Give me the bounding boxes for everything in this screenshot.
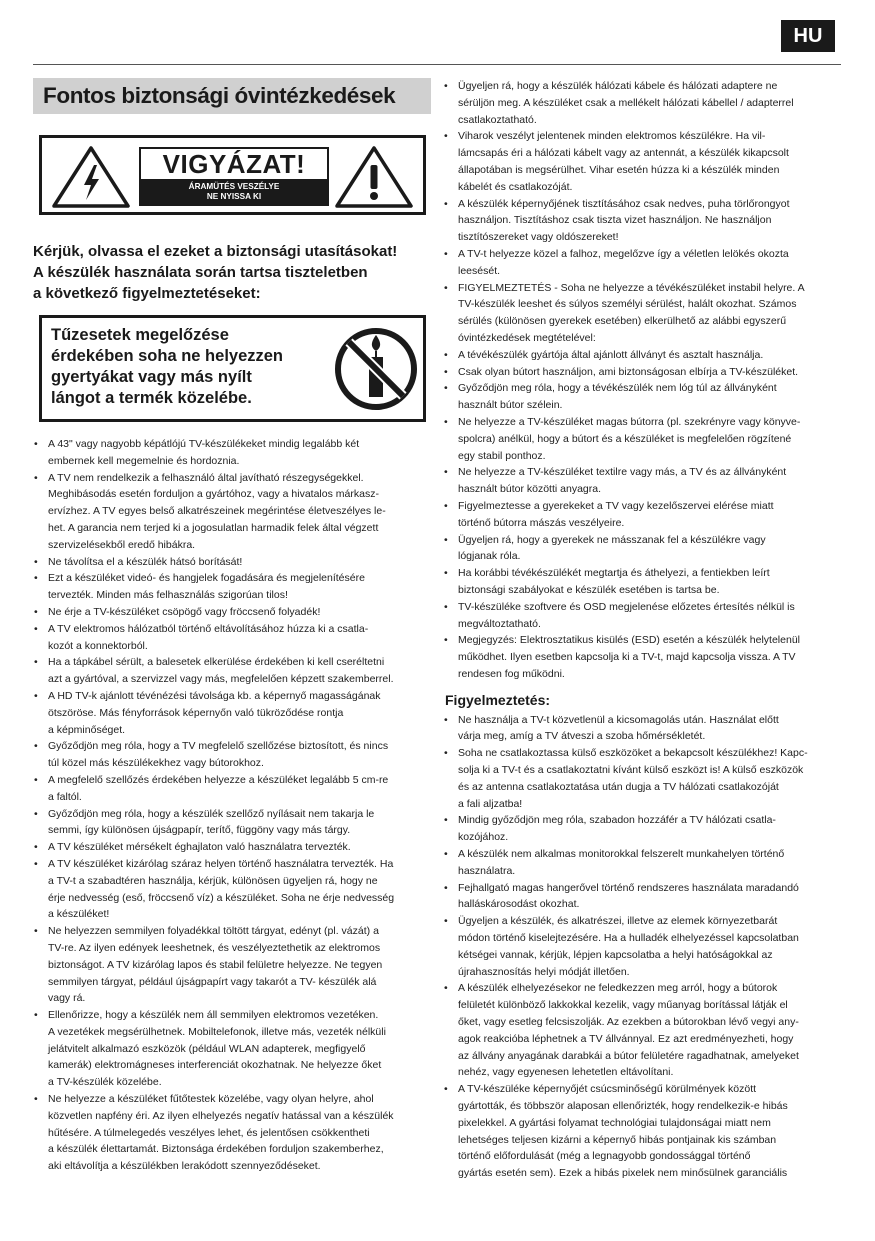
list-item-line: működhet. Ilyen esetben kapcsolja ki a TV-t, majd kapcsolja vissza. A TV	[458, 651, 796, 664]
list-item-line: • A TV nem rendelkezik a felhasználó által javítható részegységekkel.	[48, 471, 364, 484]
caution-title: VIGYÁZAT!	[162, 149, 306, 179]
caution-do-not-open-text: NE NYISSA KI	[206, 192, 262, 201]
list-item-line: a készüléket!	[48, 908, 110, 921]
list-item-line: kétségei vannak, kérjük, lépjen kapcsolatba a helyi hatóságokkal az	[458, 948, 773, 961]
list-item-line: sérüljön meg. A készüléket csak a mellékelt hálózati kábellel / adapterrel	[458, 96, 794, 109]
list-item	[33, 772, 431, 806]
list-item-line: • Győződjön meg róla, hogy a TV megfelelő szellőzése biztosított, és nincs	[48, 740, 389, 753]
list-item-line: het. A garancia nem terjed ki a jogosulatlan harmadik felek által végzett	[48, 521, 379, 534]
list-item	[33, 856, 431, 923]
list-item-line: túl közel más készülékekhez vagy bútorokhoz.	[48, 757, 264, 770]
list-item-line: • TV-készüléke szoftvere és OSD megjelenése előzetes értesítés nélkül is	[458, 600, 795, 613]
list-item	[33, 654, 431, 688]
list-item-line: érje nedvesség (eső, fröccsenő víz) a készüléket. Soha ne érje nedvesség	[48, 891, 395, 904]
list-item-line: • A 43" vagy nagyobb képátlójú TV-készülékeket mindig legalább két	[48, 438, 360, 450]
electric-shock-warning-icon	[51, 145, 131, 209]
list-item	[33, 806, 431, 840]
page-title: Fontos biztonsági óvintézkedések	[33, 78, 431, 114]
list-item-line: Meghibásodás esetén forduljon a gyártóhoz, vagy a hivatalos márkasz-	[48, 488, 379, 501]
list-item-line: kábelét és csatlakozóját.	[458, 180, 573, 193]
list-item-line: spolcra) anélkül, hogy a bútort és a készüléket is megfelelően rögzítené	[458, 432, 792, 445]
list-item-line: • Győződjön meg róla, hogy a készülék szellőző nyílásait nem takarja le	[48, 807, 375, 820]
list-item-line: • Győződjön meg róla, hogy a tévékészülék nem lóg túl az állványként	[458, 382, 777, 395]
list-item	[33, 621, 431, 655]
list-item	[443, 364, 843, 381]
list-item-line: • Ne érje a TV-készüléket csöpögő vagy fröccsenő folyadék!	[48, 605, 321, 618]
list-item-line: csatlakoztatható.	[458, 113, 537, 126]
list-item	[443, 980, 843, 1081]
list-item-line: ötszöröse. Más fényforrások képernyőn való tükröződése rontja	[48, 706, 344, 719]
caution-shock-text: ÁRAMÜTÉS VESZÉLYE	[188, 182, 280, 191]
list-item-line: • Ellenőrizze, hogy a készülék nem áll semmilyen elektromos vezetéken.	[48, 1009, 379, 1022]
list-item-line: és az antenna csatlakoztatása után dugja a TV hálózati csatlakozóját	[458, 780, 779, 793]
list-item-line: kozót a konnektorból.	[48, 639, 148, 652]
intro-text	[33, 241, 431, 304]
list-item-line: TV-re. Az ilyen edények leeshetnek, és veszélyeztethetik az elektromos	[48, 941, 381, 954]
list-item-line: óvintézkedések megtételével:	[458, 331, 596, 344]
list-item	[443, 196, 843, 246]
list-item-line: a TV-t a szabadtéren használja, kérjük, különösen ügyeljen rá, hogy ne	[48, 874, 378, 887]
list-item-line: újrahasznosítás helyi módját illetően.	[458, 965, 630, 978]
list-item-line: lehetséges teljesen kizárni a képernyő hibás pontjainak kis számban	[458, 1133, 777, 1146]
list-item-line: az állvány anyagának darabkái a bútor felületére ragadhatnak, amelyeket	[458, 1049, 799, 1062]
fire-line: gyertyákat vagy más nyílt	[51, 368, 252, 386]
list-item-line: módon történő kiselejtezésére. Ha a hulladék elhelyezéssel kapcsolatban	[458, 932, 799, 945]
list-item-line: a készülék élettartamát. Biztonsága érdekében forduljon szakemberhez,	[48, 1143, 384, 1156]
list-item-line: TV-készülék leeshet és súlyos személyi sérülést, halált okozhat. Számos	[458, 298, 797, 311]
list-item-line: lógjanak róla.	[458, 550, 521, 563]
no-candles-icon	[332, 325, 420, 413]
list-item-line: lámcsapás éri a hálózati kábelt vagy az antennát, a készülék kikapcsolt	[458, 147, 789, 160]
list-item-line: történő előfordulását (még a legnagyobb gondossággal történő	[458, 1150, 751, 1163]
list-item-line: • Ügyeljen rá, hogy a gyerekek ne másszanak fel a készülékre vagy	[458, 533, 766, 546]
list-item-line: várja meg, amíg a TV átveszi a szoba hőmérsékletét.	[458, 730, 706, 743]
list-item	[33, 436, 431, 470]
list-item-line: • Ha korábbi tévékészülékét megtartja és áthelyezi, a fentiekben leírt	[458, 567, 770, 580]
list-item	[443, 812, 843, 846]
list-item-line: használjon. Tisztításhoz csak tiszta vizet használjon. Ne használjon	[458, 214, 772, 227]
intro-line: Kérjük, olvassa el ezeket a biztonsági utasításokat!	[33, 243, 398, 260]
fire-warning-box	[39, 315, 426, 422]
list-item	[33, 688, 431, 738]
list-item-line: • Fejhallgató magas hangerővel történő rendszeres használata maradandó	[458, 881, 799, 894]
list-item	[443, 347, 843, 364]
list-item-line: biztonsági szabályokat e készülék esetében is tartsa be.	[458, 583, 720, 596]
list-item-line: tervezték. Minden más felhasználás szigorúan tilos!	[48, 589, 288, 602]
safety-list-right	[443, 78, 843, 683]
list-item-line: rendesen fog működni.	[458, 667, 565, 680]
list-item-line: • Soha ne csatlakoztassa külső eszközöket a bekapcsolt készülékhez! Kapc-	[458, 747, 808, 760]
list-item	[33, 738, 431, 772]
list-item-line: • A tévékészülék gyártója által ajánlott állványt és asztalt használja.	[458, 348, 764, 361]
fire-line: Tűzesetek megelőzése	[51, 326, 229, 344]
list-item-line: • Ne helyezzen semmilyen folyadékkal töltött tárgyat, edényt (pl. vázát) a	[48, 925, 379, 938]
list-item	[443, 745, 843, 812]
list-item-line: a TV-készülék közelébe.	[48, 1076, 162, 1089]
list-item-line: leesését.	[458, 264, 501, 277]
list-item	[33, 923, 431, 1007]
list-item-line: • A készülék elhelyezésekor ne feledkezzen meg arról, hogy a bútorok	[458, 982, 778, 995]
list-item-line: közvetlen napfény éri. Az ilyen elhelyezés negatív hatással van a készülék	[48, 1109, 394, 1122]
warnings-subheading: Figyelmeztetés:	[445, 691, 551, 708]
list-item-line: • Megjegyzés: Elektrosztatikus kisülés (ESD) esetén a készülék helytelenül	[458, 634, 800, 647]
list-item-line: őket, vagy esetleg felcsiszolják. Az ezekben a bútorokban lévő vegyi any-	[458, 1016, 799, 1029]
list-item-line: • A TV készüléket kizárólag száraz helyen történő használatra tervezték. Ha	[48, 857, 394, 870]
list-item-line: történő bútorra mászás veszélyeire.	[458, 516, 625, 529]
caution-center	[139, 147, 329, 206]
list-item-line: semmilyen tárgyat, például újságpapírt vagy takarót a TV- készülék alá	[48, 975, 377, 988]
list-item-line: ervízhez. A TV egyes belső alkatrészeinek megérintése életveszélyes le-	[48, 505, 386, 518]
intro-line: A készülék használata során tartsa tiszteletben	[33, 264, 368, 281]
list-item	[443, 599, 843, 633]
list-item-line: A vezetékek megsérülhetnek. Mobiltelefonok, illetve más, vezeték nélküli	[48, 1025, 386, 1038]
list-item	[33, 604, 431, 621]
left-column	[33, 78, 431, 1175]
intro-line: a következő figyelmeztetéseket:	[33, 285, 261, 302]
list-item-line: felületét különböző lakkokkal kezelik, vagy műanyag borítással látják el	[458, 999, 788, 1012]
fire-line: érdekében soha ne helyezzen	[51, 347, 284, 365]
list-item	[443, 880, 843, 914]
list-item-line: • A TV elektromos hálózatból történő eltávolításához húzza ki a csatla-	[48, 622, 369, 635]
top-rule	[33, 64, 841, 65]
list-item-line: nehéz, vagy egyenesen lehetetlen eltávolítani.	[458, 1066, 674, 1079]
list-item-line: • Ügyeljen a készülék, és alkatrészei, illetve az elemek környezetbarát	[458, 915, 778, 928]
list-item	[443, 1081, 843, 1182]
list-item-line: a képminőséget.	[48, 723, 126, 736]
list-item-line: állapotában is megsérülhet. Vihar esetén húzza ki a készülék minden	[458, 163, 780, 176]
list-item-line: semmi, így különösen újságpapír, terítő, függöny vagy más tárgy.	[48, 824, 351, 837]
list-item-line: egy stabil ponthoz.	[458, 449, 546, 462]
list-item-line: • Figyelmeztesse a gyerekeket a TV vagy kezelőszervei elérése miatt	[458, 499, 774, 512]
caution-subtitle	[141, 179, 327, 204]
list-item-line: • Ne helyezze a TV-készüléket textilre vagy más, a TV és az állványként	[458, 466, 787, 479]
list-item-line: • A TV készüléket mérsékelt éghajlaton való használatra tervezték.	[48, 841, 351, 854]
list-item-line: • Mindig győződjön meg róla, szabadon hozzáfér a TV hálózati csatla-	[458, 814, 776, 827]
list-item-line: • A megfelelő szellőzés érdekében helyezze a készüléket legalább 5 cm-re	[48, 773, 389, 786]
list-item-line: • Ne használja a TV-t közvetlenül a kicsomagolás után. Használat előtt	[458, 713, 779, 726]
list-item-line: vagy rá.	[48, 992, 86, 1005]
list-item	[443, 532, 843, 566]
list-item-line: a fali aljzatba!	[458, 797, 523, 810]
safety-list-left	[33, 436, 431, 1175]
right-column	[443, 78, 843, 1182]
list-item-line: • A TV-t helyezze közel a falhoz, megelőzve így a véletlen lelökés okozta	[458, 247, 789, 260]
caution-label	[39, 135, 426, 215]
list-item	[443, 464, 843, 498]
warnings-list	[443, 712, 843, 1182]
list-item	[443, 913, 843, 980]
list-item-line: megváltoztatható.	[458, 617, 541, 630]
list-item-line: használt bútor szélein.	[458, 399, 563, 412]
list-item-line: embernek kell megemelnie és hordoznia.	[48, 454, 240, 467]
list-item-line: szervizelésekből eredő hibákra.	[48, 538, 196, 551]
list-item	[443, 78, 843, 128]
list-item	[443, 498, 843, 532]
list-item-line: • Ügyeljen rá, hogy a készülék hálózati kábele és hálózati adaptere ne	[458, 80, 778, 92]
list-item-line: használatra.	[458, 864, 516, 877]
list-item-line: sérülés (különösen gyerekek esetében) elkerülhető az alábbi egyszerű	[458, 315, 787, 328]
list-item	[443, 846, 843, 880]
list-item-line: azt a gyártóval, a szervizzel vagy más, megfelelően képzett szakemberrel.	[48, 673, 394, 686]
list-item-line: • Ne helyezze a TV-készüléket magas bútorra (pl. szekrényre vagy könyve-	[458, 415, 801, 428]
fire-warning-text	[51, 325, 321, 409]
list-item-line: solja ki a TV-t és a csatlakoztatni kívánt külső eszközt is! A külső eszközök	[458, 764, 804, 777]
list-item-line: • FIGYELMEZTETÉS - Soha ne helyezze a tévékészüléket instabil helyre. A	[458, 281, 805, 294]
list-item	[33, 839, 431, 856]
list-item-line: agok reakcióba léphetnek a TV állvánnyal. Ez azt eredményezheti, hogy	[458, 1032, 794, 1045]
exclamation-warning-icon	[334, 145, 414, 209]
list-item-line: pixelekkel. A gyártási folyamat technológiai tulajdonságai miatt nem	[458, 1116, 771, 1129]
list-item-line: • Viharok veszélyt jelentenek minden elektromos készülékre. Ha vil-	[458, 130, 766, 143]
list-item	[443, 380, 843, 414]
list-item-line: kamerák) elektromágneses interferenciát okozhatnak. Ne helyezze őket	[48, 1059, 382, 1072]
list-item	[443, 246, 843, 280]
list-item	[443, 128, 843, 195]
list-item-line: • Ne helyezze a készüléket fűtőtestek közelébe, vagy olyan helyre, ahol	[48, 1093, 374, 1106]
list-item-line: hűtésére. A túlmelegedés veszélyes lehet, és jelentősen csökkentheti	[48, 1126, 370, 1139]
list-item	[443, 280, 843, 347]
list-item	[443, 565, 843, 599]
list-item-line: halláskárosodást okozhat.	[458, 898, 580, 911]
list-item	[33, 554, 431, 571]
list-item	[443, 632, 843, 682]
list-item	[33, 1007, 431, 1091]
list-item	[443, 712, 843, 746]
list-item-line: • A készülék képernyőjének tisztításához csak nedves, puha törlőrongyot	[458, 197, 790, 210]
list-item	[33, 570, 431, 604]
list-item	[33, 470, 431, 554]
list-item-line: használt bútor közötti anyagra.	[458, 483, 602, 496]
list-item-line: biztonságot. A TV kizárólag lapos és stabil felületre helyezze. Ne tegyen	[48, 958, 383, 971]
list-item-line: • Ha a tápkábel sérült, a balesetek elkerülése érdekében ki kell cseréltetni	[48, 656, 385, 669]
list-item-line: aki eltávolítja a készülékben lerakódott szennyeződéseket.	[48, 1160, 321, 1173]
list-item-line: • A HD TV-k ajánlott tévénézési távolsága kb. a képernyő magasságának	[48, 689, 381, 702]
list-item-line: gyártották, és többször alaposan ellenőrizték, hogy rendelkezik-e hibás	[458, 1100, 788, 1113]
list-item-line: • Ne távolítsa el a készülék hátsó borítását!	[48, 555, 243, 568]
list-item	[443, 414, 843, 464]
list-item-line: • A készülék nem alkalmas monitorokkal felszerelt munkahelyen történő	[458, 848, 785, 861]
list-item-line: a faltól.	[48, 790, 82, 803]
language-badge: HU	[781, 20, 835, 52]
list-item	[33, 1091, 431, 1175]
list-item-line: • Ezt a készüléket videó- és hangjelek fogadására és megjelenítésére	[48, 572, 365, 585]
list-item-line: gyártás esetén sem). Ezek a hibás pixelek nem minősülnek garanciális	[458, 1167, 788, 1180]
list-item-line: • Csak olyan bútort használjon, ami biztonságosan elbírja a TV-készüléket.	[458, 365, 799, 378]
list-item-line: tisztítószereket vagy oldószereket!	[458, 231, 619, 244]
list-item-line: • A TV-készüléke képernyőjét csúcsminőségű körülmények között	[458, 1083, 757, 1096]
fire-line: lángot a termék közelébe.	[51, 389, 252, 407]
list-item-line: jelátvitelt alkalmazó eszközök (például WLAN adapterek, megfigyelő	[48, 1042, 366, 1055]
list-item-line: kozójához.	[458, 831, 509, 844]
